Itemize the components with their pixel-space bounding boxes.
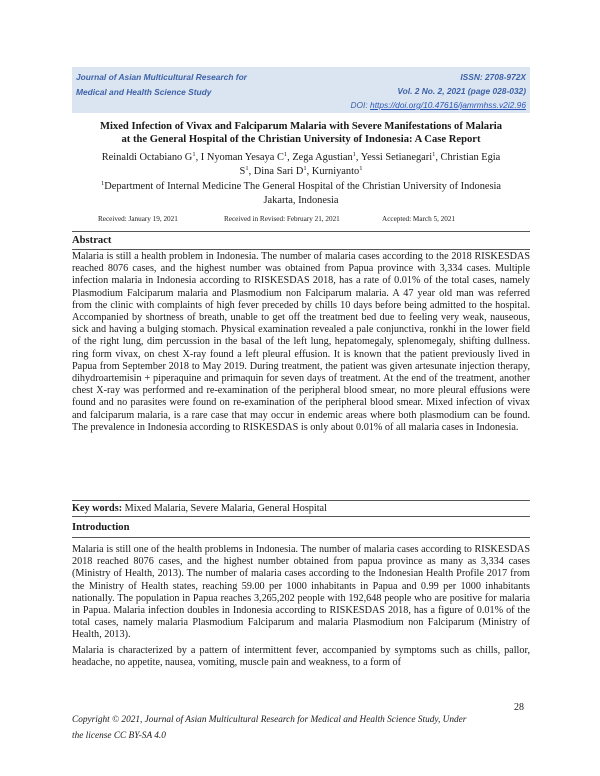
introduction-heading: Introduction — [72, 522, 130, 533]
introduction-paragraph: Malaria is characterized by a pattern of intermittent fever, accompanied by symptoms such as chills, pallor, headache, no appetite, nausea, vomiting, muscle pain and weakness, to a form of — [72, 645, 530, 669]
journal-name — [76, 70, 306, 100]
author-list — [72, 151, 530, 178]
paper-title-line2: at the General Hospital of the Christian University of Indonesia: A Case Report — [121, 134, 481, 145]
keywords — [72, 503, 530, 514]
divider — [72, 249, 530, 250]
journal-header — [72, 67, 530, 113]
author-sup: 1 — [352, 151, 356, 158]
abstract-heading: Abstract — [72, 235, 112, 246]
revised-date: Received in Revised: February 21, 2021 — [224, 215, 340, 223]
paper-title — [72, 120, 530, 146]
page-number: 28 — [514, 702, 524, 713]
author-sup: 1 — [283, 151, 288, 158]
author-line2 — [72, 165, 530, 179]
affiliation-line1 — [72, 180, 530, 194]
affiliation — [72, 180, 530, 207]
received-date: Received: January 19, 2021 — [98, 215, 178, 223]
author-name: , Kurniyanto — [306, 165, 360, 177]
copyright-line1: Copyright © 2021, Journal of Asian Multicultural Research for Medical and Health Science Study, Under — [72, 715, 467, 725]
copyright-line2: the license CC BY-SA 4.0 — [72, 730, 166, 741]
journal-name-line2: Medical and Health Science Study — [76, 87, 212, 97]
author-name: , Yessi Setianegari — [355, 152, 433, 163]
author-name: , I Nyoman Yesaya C — [195, 152, 284, 163]
divider — [72, 516, 530, 517]
copyright-notice — [72, 713, 532, 744]
affiliation-line2: Jakarta, Indonesia — [263, 194, 339, 206]
author-sup: 1 — [359, 164, 363, 172]
author-sup: 1 — [192, 151, 196, 158]
doi-label: DOI: — [350, 100, 371, 110]
author-line1 — [72, 151, 530, 165]
issn: ISSN: 2708-972X — [460, 72, 526, 82]
divider — [72, 231, 530, 232]
author-sup: 1 — [245, 164, 249, 172]
affiliation-text: Department of Internal Medicine The General Hospital of the Christian University of Indonesia — [104, 181, 502, 192]
author-name: Reinaldi Octabiano G — [101, 152, 193, 163]
doi-link[interactable]: https://doi.org/10.47616/jamrmhss.v2i2.96 — [370, 100, 526, 110]
author-name: , Zega Agustian — [287, 152, 353, 163]
author-name: S — [239, 165, 246, 177]
paper-title-line1: Mixed Infection of Vivax and Falciparum Malaria with Severe Manifestations of Malaria — [99, 121, 503, 132]
volume-info: Vol. 2 No. 2, 2021 (page 028-032) — [397, 86, 526, 96]
author-sup: 1 — [303, 164, 307, 172]
keywords-list: Mixed Malaria, Severe Malaria, General Hospital — [122, 503, 327, 514]
author-sup: 1 — [432, 151, 436, 158]
author-name: , Dina Sari D — [248, 165, 304, 177]
doi-line — [350, 98, 526, 112]
abstract-text: Malaria is still a health problem in Indonesia. The number of malaria cases according to the 2018 RISKESDAS reached 8076 cases, and the highest number was obtained from Papua province with 3,334 cases. Multiple infection malaria in Indonesia according to RISKESDAS 2018, has a rate of 0.01% of the total cases, namely Plasmodium Falciparum malaria and Plasmodium non Falciparum malaria. A 47 year old man was referred from the clinic with complaints of high fever preceded by chills 10 days before being admitted to the hospital. Accompanied by shortness of breath, unable to get off the treatment bed due to feeling very weak, nauseous, sick and having a bulging stomach. Physical examination revealed a pale conjunctiva, ronkhi in the lower field of the right lung, dim percussion in the basal of the left lung, hepatomegaly, splenomegaly, shifting dullness. ring form vivax, on chest X-ray found a left pleural effusion. It is known that the patient previously lived in Papua from September 2018 to May 2019. During treatment, the patient was given artesunate injection therapy, dihydroartemisin + piperaquine and primaquin for seven days of treatment. At the end of the treatment, another chest X-ray was performed and re-examination of the peripheral blood smear, no more pleural effusions were found and no parasites were found on re-examination of the peripheral blood smear. Mixed infection of vivax and falciparum malaria, is a rare case that may occur in endemic areas where both plasmodium can be found. The prevalence in Indonesia according to RISKESDAS is only about 0.01% of all malaria cases in Indonesia. — [72, 251, 530, 433]
accepted-date: Accepted: March 5, 2021 — [382, 215, 456, 223]
divider — [72, 537, 530, 538]
affiliation-sup: 1 — [100, 180, 105, 187]
introduction-paragraph: Malaria is still one of the health problems in Indonesia. The number of malaria cases according to RISKESDAS 2018 reached 8076 cases, and the highest number obtained from papua province as many as 3,334 cases (Ministry of Health, 2013). The number of malaria cases according to the Indonesian Health Profile 2017 from the Ministry of Health states, reaching 59.00 per 1000 inhabitants in Papua and 0.99 per 1000 inhabitants nationally. The population in Papua reaches 3,265,202 people with 192,648 people who are positive for malaria in Papua. Malaria infection doubles in Indonesia according to RISKESDAS 2018, has a figure of 0.01% of the total cases, namely malaria Plasmodium Falciparum and malaria Plasmodium non Falciparum (Ministry of Health, 2013). — [72, 544, 530, 641]
journal-name-line1: Journal of Asian Multicultural Research for — [76, 72, 247, 82]
journal-meta — [350, 70, 526, 112]
divider — [72, 500, 530, 501]
author-name: , Christian Egia — [435, 152, 501, 163]
keywords-label: Key words: — [72, 503, 123, 514]
